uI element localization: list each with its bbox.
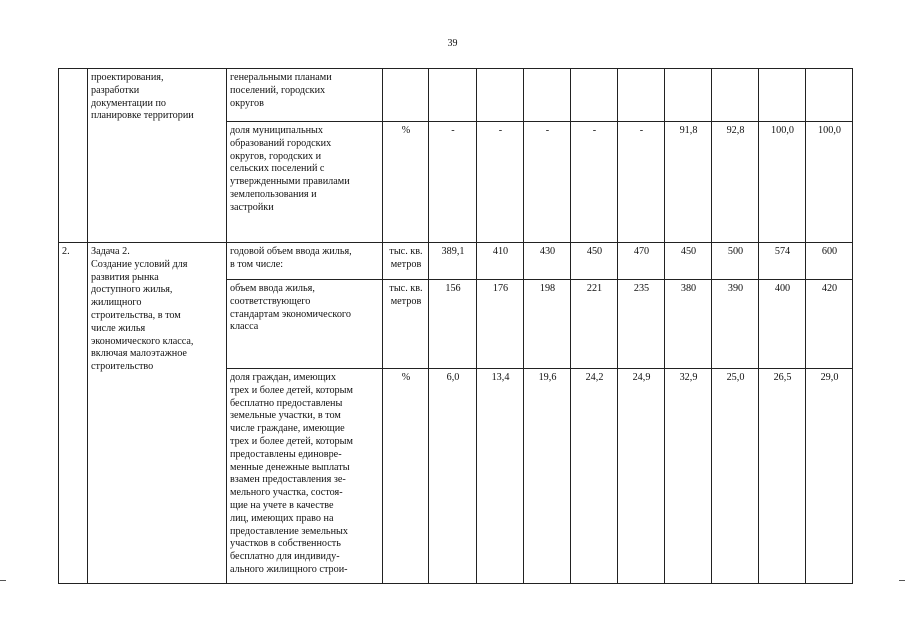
left-edge-mark <box>0 580 6 581</box>
unit-cell <box>383 280 429 369</box>
value-cell: 410 <box>477 243 524 280</box>
task-line: Создание условий для <box>91 258 188 270</box>
indicator-line: трех и более детей, которым <box>230 384 353 396</box>
value-cell: 420 <box>806 280 853 369</box>
indicator-line: бесплатно для индивиду- <box>230 551 340 563</box>
value-cell: 156 <box>429 280 477 369</box>
indicator-line: округов, городских и <box>230 150 322 162</box>
value-cell: - <box>571 122 618 243</box>
value-cell <box>429 69 477 122</box>
indicator-line: класса <box>230 321 259 333</box>
value-cell: 176 <box>477 280 524 369</box>
indicator-line: лиц, имеющих право на <box>230 512 334 524</box>
value-cell: 100,0 <box>759 122 806 243</box>
unit-cell <box>383 122 429 243</box>
value-cell: 25,0 <box>712 369 759 584</box>
indicator-line: взамен предоставления зе- <box>230 474 346 486</box>
table-row <box>59 243 853 280</box>
indicator-line: доля граждан, имеющих <box>230 372 336 383</box>
value-cell: 430 <box>524 243 571 280</box>
unit-line: метров <box>390 258 422 270</box>
task-line: жилищного <box>91 297 142 309</box>
value-cell: - <box>429 122 477 243</box>
task-line: разработки <box>91 84 140 96</box>
row-number-cell <box>59 69 88 243</box>
value-cell <box>524 69 571 122</box>
unit-line: тыс. кв. <box>389 246 423 257</box>
unit-line: % <box>401 372 411 383</box>
value-cell: 24,2 <box>571 369 618 584</box>
indicator-line: доля муниципальных <box>230 125 323 136</box>
value-cell: 389,1 <box>429 243 477 280</box>
unit-line: тыс. кв. <box>389 283 423 294</box>
table-body <box>59 69 853 584</box>
indicator-line: ального жилищного строи- <box>230 563 348 575</box>
page-number: 39 <box>447 38 458 49</box>
value-cell <box>759 69 806 122</box>
indicator-line: бесплатно предоставлены <box>230 397 343 409</box>
indicator-table <box>58 68 853 584</box>
value-cell: - <box>477 122 524 243</box>
task-line: планировке территории <box>91 110 194 122</box>
task-line: строительства, в том <box>91 309 181 321</box>
table-row <box>59 69 853 122</box>
value-cell: 24,9 <box>618 369 665 584</box>
indicator-line: стандартам экономического <box>230 308 351 320</box>
value-cell: 574 <box>759 243 806 280</box>
task-line: документации по <box>91 97 167 109</box>
indicator-line: в том числе: <box>230 258 284 270</box>
value-cell: 390 <box>712 280 759 369</box>
indicator-line: объем ввода жилья, <box>230 283 315 294</box>
right-edge-mark <box>899 580 905 581</box>
value-cell: 450 <box>571 243 618 280</box>
indicator-line: трех и более детей, которым <box>230 435 353 447</box>
indicator-line: щие на учете в качестве <box>230 499 334 511</box>
task-line: экономического класса, <box>91 335 194 347</box>
indicator-cell <box>227 243 383 280</box>
value-cell: 19,6 <box>524 369 571 584</box>
task-cell <box>88 69 227 243</box>
indicator-line: мельного участка, состоя- <box>230 487 343 499</box>
value-cell: 92,8 <box>712 122 759 243</box>
indicator-line: застройки <box>230 201 274 213</box>
value-cell: 100,0 <box>806 122 853 243</box>
value-cell: - <box>524 122 571 243</box>
indicator-line: годовой объем ввода жилья, <box>230 246 352 257</box>
value-cell: 13,4 <box>477 369 524 584</box>
task-line: доступного жилья, <box>91 284 173 296</box>
indicator-line: округов <box>230 97 264 109</box>
value-cell: 235 <box>618 280 665 369</box>
row-number-cell: 2. <box>59 243 88 584</box>
value-cell: 6,0 <box>429 369 477 584</box>
task-line: числе жилья <box>91 322 146 334</box>
value-cell <box>618 69 665 122</box>
value-cell <box>571 69 618 122</box>
task-line: включая малоэтажное <box>91 348 187 360</box>
indicator-line: земельные участки, в том <box>230 410 341 422</box>
value-cell: 380 <box>665 280 712 369</box>
task-line: развития рынка <box>91 271 159 283</box>
value-cell: 91,8 <box>665 122 712 243</box>
value-cell <box>712 69 759 122</box>
indicator-line: участков в собственность <box>230 538 341 550</box>
value-cell: 221 <box>571 280 618 369</box>
unit-cell <box>383 69 429 122</box>
indicator-line: менные денежные выплаты <box>230 461 350 473</box>
indicator-line: предоставление земельных <box>230 525 348 537</box>
indicator-cell <box>227 122 383 243</box>
task-line: строительство <box>91 361 154 373</box>
indicator-line: землепользования и <box>230 188 317 200</box>
indicator-line: предоставлены единовре- <box>230 448 342 460</box>
value-cell: 29,0 <box>806 369 853 584</box>
value-cell: 198 <box>524 280 571 369</box>
value-cell: 26,5 <box>759 369 806 584</box>
unit-line: метров <box>390 295 422 307</box>
unit-cell <box>383 369 429 584</box>
unit-cell <box>383 243 429 280</box>
indicator-cell <box>227 369 383 584</box>
indicator-line: сельских поселений с <box>230 163 325 175</box>
indicator-cell <box>227 280 383 369</box>
value-cell: - <box>618 122 665 243</box>
unit-line: % <box>401 125 411 136</box>
value-cell <box>806 69 853 122</box>
value-cell: 600 <box>806 243 853 280</box>
indicator-line: поселений, городских <box>230 84 326 96</box>
indicator-cell <box>227 69 383 122</box>
indicator-line: соответствующего <box>230 295 311 307</box>
value-cell: 470 <box>618 243 665 280</box>
indicator-line: генеральными планами <box>230 72 332 83</box>
value-cell: 450 <box>665 243 712 280</box>
task-line: проектирования, <box>91 72 164 83</box>
value-cell <box>477 69 524 122</box>
value-cell <box>665 69 712 122</box>
indicator-line: утвержденными правилами <box>230 176 350 188</box>
indicator-line: числе граждане, имеющие <box>230 423 345 435</box>
task-cell <box>88 243 227 584</box>
value-cell: 400 <box>759 280 806 369</box>
value-cell: 500 <box>712 243 759 280</box>
task-line: Задача 2. <box>91 246 130 257</box>
value-cell: 32,9 <box>665 369 712 584</box>
indicator-line: образований городских <box>230 137 332 149</box>
